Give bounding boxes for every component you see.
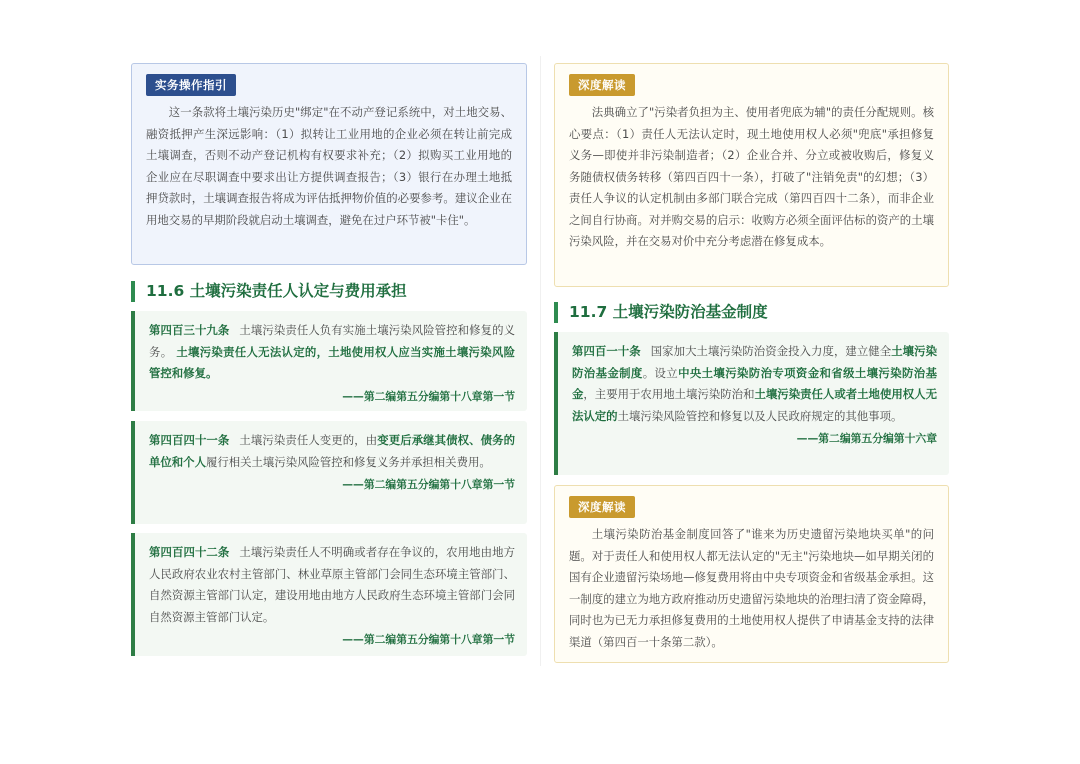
article-410 (554, 332, 949, 475)
article-442 (131, 533, 527, 656)
article-number: 第四百一十条 (572, 344, 641, 358)
article-source: ——第二编第五分编第十六章 (796, 432, 937, 445)
article-439 (131, 311, 527, 411)
article-number: 第四百三十九条 (149, 323, 230, 337)
article-source: ——第二编第五分编第十八章第一节 (342, 633, 515, 646)
article-emphasis: 土壤污染责任人或者土地使用权人无法认定的 (572, 387, 937, 423)
article-text: 第四百四十一条 土壤污染责任人变更的，由变更后承继其债权、债务的单位和个人履行相关土壤污染风险管控和修复义务并承担相关费用。 (149, 433, 515, 469)
practice-guide-tag: 实务操作指引 (146, 74, 236, 96)
deep-analysis-tag: 深度解读 (569, 74, 635, 96)
article-number: 第四百四十一条 (149, 433, 230, 447)
article-source: ——第二编第五分编第十八章第一节 (342, 389, 515, 403)
article-emphasis: 中央土壤污染防治专项资金和省级土壤污染防治基金 (572, 365, 937, 401)
article-text: 第四百四十二条 土壤污染责任人不明确或者存在争议的，农用地由地方人民政府农业农村主管部门、林业草原主管部门会同生态环境主管部门、自然资源主管部门认定，建设用地由地方人民政府生态环境主管部门会同自然资源主管部门认定。 (149, 545, 515, 624)
deep-analysis-text: 土壤污染防治基金制度回答了"谁来为历史遗留污染地块买单"的问题。对于责任人和使用权人都无法认定的"无主"污染地块—如早期关闭的国有企业遗留污染场地—修复费用将由中央专项资金和省级基金承担。这一制度的建立为地方政府推动历史遗留污染地块的治理扫清了资金障碍，同时也为已无力承担修复费用的土地使用权人提供了申请基金支持的法律渠道（第四百一十条第二款）。 (569, 527, 934, 649)
deep-analysis-tag: 深度解读 (569, 496, 635, 518)
practice-guide-box (131, 63, 527, 265)
deep-analysis-text: 法典确立了"污染者负担为主、使用者兜底为辅"的责任分配规则。核心要点：（1）责任人无法认定时，现土地使用权人必须"兜底"承担修复义务—即使并非污染制造者；（2）企业合并、分立或被收购后，修复义务随债权债务转移（第四百四十一条），打破了"注销免责"的幻想；（3）责任人争议的认定机制由多部门联合完成（第四百四十二条），而非企业之间自行协商。对并购交易的启示：收购方必须全面评估标的资产的土壤污染风险，并在交易对价中充分考虑潜在修复成本。 (569, 105, 934, 248)
article-text: 第四百一十条 国家加大土壤污染防治资金投入力度，建立健全土壤污染防治基金制度。设立中央土壤污染防治专项资金和省级土壤污染防治基金，主要用于农用地土壤污染防治和土壤污染责任人或者土地使用权人无法认定的土壤污染风险管控和修复以及人民政府规定的其他事项。 (572, 344, 937, 423)
article-number: 第四百四十二条 (149, 545, 230, 559)
article-441 (131, 421, 527, 524)
article-emphasis: 土壤污染责任人无法认定的，土地使用权人应当实施土壤污染风险管控和修复。 (149, 344, 515, 380)
article-source: ——第二编第五分编第十八章第一节 (342, 478, 515, 491)
column-divider (540, 56, 541, 666)
article-emphasis: 变更后承继其债权、债务的单位和个人 (149, 433, 515, 469)
article-emphasis: 土壤污染防治基金制度 (572, 344, 937, 380)
article-text: 第四百三十九条 土壤污染责任人负有实施土壤污染风险管控和修复的义务。 土壤污染责任人无法认定的，土地使用权人应当实施土壤污染风险管控和修复。 (149, 323, 515, 380)
deep-analysis-box-1 (554, 63, 949, 287)
section-heading-11-6: 11.6 土壤污染责任人认定与费用承担 (131, 281, 407, 302)
section-heading-11-7: 11.7 土壤污染防治基金制度 (554, 302, 768, 323)
deep-analysis-box-2 (554, 485, 949, 663)
practice-guide-text: 这一条款将土壤污染历史"绑定"在不动产登记系统中，对土地交易、融资抵押产生深远影响：（1）拟转让工业用地的企业必须在转让前完成土壤调查，否则不动产登记机构有权要求补充；（2）拟购买工业用地的企业应在尽职调查中要求出让方提供调查报告；（3）银行在办理土地抵押贷款时，土壤调查报告将成为评估抵押物价值的必要参考。建议企业在用地交易的早期阶段就启动土壤调查，避免在过户环节被"卡住"。 (146, 105, 512, 227)
